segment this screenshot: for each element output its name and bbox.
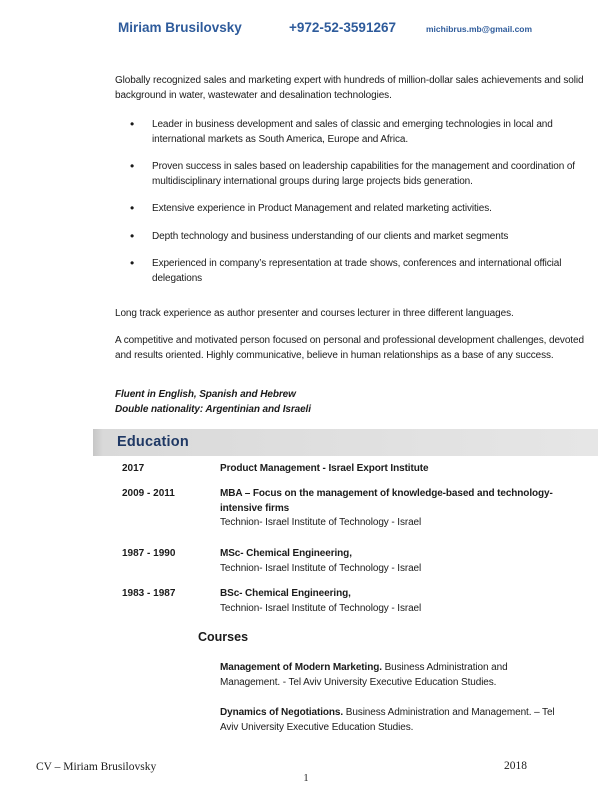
languages-nationality — [115, 388, 589, 417]
course-detail: Business Administration and Management. – Tel Aviv University Executive Education Studies. — [220, 707, 555, 733]
course-entry — [220, 706, 570, 735]
bullet-item: • Proven success in sales based on leadership capabilities for the management and coordination of multidisciplinary international groups during large projects bids generation. — [130, 160, 582, 189]
footer-document-title: CV – Miriam Brusilovsky — [36, 761, 157, 773]
summary-experience-note: Long track experience as author presenter and courses lecturer in three different languages. — [115, 308, 514, 319]
summary-bullet-list — [130, 118, 582, 299]
course-name: Management of Modern Marketing. — [220, 662, 382, 673]
footer-page-number: 1 — [303, 773, 309, 784]
education-entry — [122, 587, 592, 614]
summary-personal-note: A competitive and motivated person focused on personal and professional development challenges, devoted and results oriented. Highly communicative, believe in human relationships as a base of any success. — [115, 335, 584, 361]
summary-intro: Globally recognized sales and marketing expert with hundreds of million-dollar sales achievements and solid background in water, wastewater and desalination technologies. — [115, 75, 584, 101]
email-address: michibrus.mb@gmail.com — [426, 24, 533, 34]
course-name: Dynamics of Negotiations. — [220, 707, 344, 718]
phone-number: +972-52-3591267 — [289, 20, 396, 35]
education-degree: MSc- Chemical Engineering, — [220, 548, 352, 559]
bullet-item: • Experienced in company’s representation at trade shows, conferences and international official delegations — [130, 257, 582, 286]
education-degree: BSc- Chemical Engineering, — [220, 588, 351, 599]
education-institution: Technion- Israel Institute of Technology - Israel — [220, 602, 422, 614]
education-entry — [122, 487, 592, 528]
education-degree: Product Management - Israel Export Institute — [220, 463, 429, 474]
education-degree: MBA – Focus on the management of knowledge-based and technology-intensive firms — [220, 488, 553, 514]
course-detail: Business Administration and Management. - Tel Aviv University Executive Education Studies. — [220, 662, 508, 688]
course-entry — [220, 661, 570, 690]
education-years: 1987 - 1990 — [122, 548, 176, 559]
bullet-item: • Leader in business development and sales of classic and emerging technologies in local and international markets as South America, Europe and Africa. — [130, 118, 582, 147]
education-entry — [122, 547, 592, 574]
bullet-item: • Depth technology and business understanding of our clients and market segments — [130, 230, 582, 245]
footer-year: 2018 — [504, 760, 527, 772]
nationality-line: Double nationality: Argentinian and Israeli — [115, 403, 311, 415]
education-years: 2017 — [122, 463, 145, 474]
person-name: Miriam Brusilovsky — [118, 20, 242, 35]
education-years: 2009 - 2011 — [122, 488, 175, 499]
bullet-item: • Extensive experience in Product Management and related marketing activities. — [130, 202, 582, 217]
education-institution: Technion- Israel Institute of Technology - Israel — [220, 562, 422, 574]
courses-heading: Courses — [198, 630, 249, 644]
education-section-bar — [93, 429, 598, 456]
education-years: 1983 - 1987 — [122, 588, 176, 599]
languages-line: Fluent in English, Spanish and Hebrew — [115, 389, 296, 400]
education-section-title: Education — [117, 434, 189, 450]
education-institution: Technion- Israel Institute of Technology - Israel — [220, 517, 422, 528]
education-entry — [122, 462, 592, 477]
